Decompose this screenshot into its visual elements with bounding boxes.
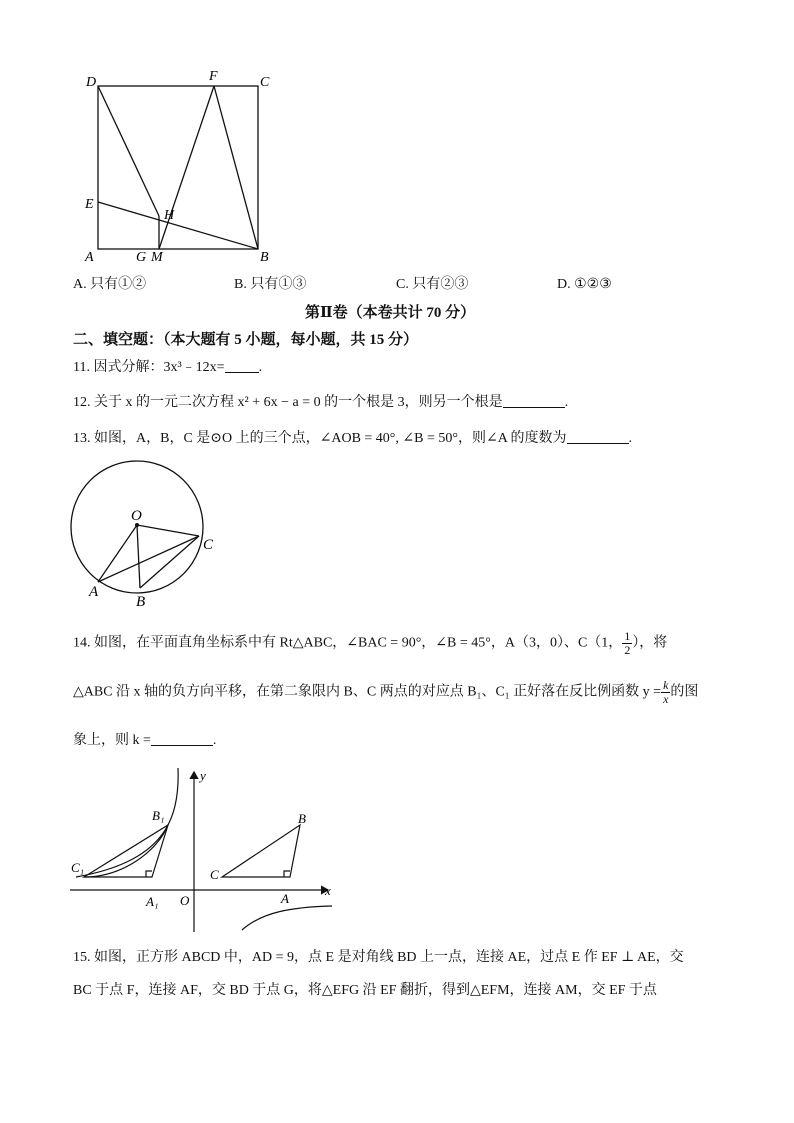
question-12 [73,393,568,413]
option-a: A. 只有①② [73,277,147,292]
label-h: H [164,208,175,223]
question-14-line-1 [73,629,668,657]
label-a: A [89,584,99,600]
q12-suffix: . [564,395,569,410]
q13-text: 13. 如图，A，B，C 是⊙O 上的三个点，∠AOB = 40°, ∠B = 50°，则∠A 的度数为 [73,431,567,446]
question-15-line-1: 15. 如图，正方形 ABCD 中，AD = 9，点 E 是对角线 BD 上一点，连接 AE，过点 E 作 EF ⊥ AE，交 [73,950,684,965]
label-c: C [210,867,219,882]
q11-blank [225,358,259,373]
fraction-k-over-x: $\frac{k}{x}$ [663,678,669,706]
label-m: M [151,250,163,265]
label-y: y [200,768,206,783]
label-o: O [180,893,190,908]
q14-blank [151,731,213,746]
segment-fb [214,86,258,249]
segment-bc [140,536,199,588]
question-14-line-2 [73,678,699,706]
question-15-line-2: BC 于点 F，连接 AF，交 BD 于点 G，将△EFG 沿 EF 翻折，得到△EFM，连接 AM，交 EF 于点 [73,983,657,998]
label-d: D [86,75,97,90]
label-f: F [209,69,218,84]
segment-oc [137,525,199,536]
option-b: B. 只有①③ [234,277,307,292]
label-x: x [325,883,331,898]
right-angle-a1 [146,871,152,877]
q12-text: 12. 关于 x 的一元二次方程 x² + 6x − a = 0 的一个根是 3，则另一个根是 [73,395,503,410]
q12-blank [503,393,565,408]
label-b: B [136,594,146,610]
section-title: 第Ⅱ卷（本卷共计 70 分） [305,305,476,321]
right-angle-a [284,871,290,877]
triangle-a1b1c1 [84,825,168,877]
q14-text-2a: △ABC 沿 x 轴的负方向平移，在第二象限内 B、C 两点的对应点 B₁、C₁ 正好落在反比例函数 y = [73,684,662,700]
label-b: B [298,811,306,826]
q14-text-3: 象上，则 k = [73,733,151,748]
q14-suffix: . [212,733,217,748]
question-14-line-3 [73,731,216,751]
segment-eb [98,202,258,249]
figure-circle-o [62,455,232,615]
q14-text-1b: ），将 [632,635,668,651]
segment-ob [137,525,140,588]
triangle-abc [222,825,300,877]
hyperbola-branch-right [242,906,332,930]
label-c: C [260,75,270,90]
label-c: C [203,537,214,553]
q13-blank [567,429,629,444]
q14-text-2b: 的图 [670,684,699,700]
label-o: O [131,508,142,524]
figure-coordinate-plane [62,762,352,940]
label-b: B [260,250,269,265]
figure-square-abcd [78,66,278,266]
label-a: A [281,891,289,906]
option-c: C. 只有②③ [396,277,469,292]
question-11 [73,358,262,378]
square-outline [98,86,258,249]
label-a1: A₁ [146,894,159,909]
label-b1: B₁ [152,808,165,823]
q13-suffix: . [628,431,633,446]
segment-dg [98,86,159,216]
option-d: D. ①②③ [557,277,612,292]
q14-text-1a: 14. 如图，在平面直角坐标系中有 Rt△ABC，∠BAC = 90°，∠B = 45°，A（3，0）、C（1， [73,635,623,651]
fraction-one-half: $\frac{1}{2}$ [624,629,631,657]
fill-in-heading: 二、填空题：（本大题有 5 小题，每小题，共 15 分） [73,332,419,348]
label-a: A [85,250,94,265]
label-e: E [85,197,94,212]
label-g: G [136,250,147,265]
label-c1: C₁ [71,860,85,875]
question-13 [73,429,632,449]
segment-fg [159,86,214,249]
q11-suffix: . [258,360,263,375]
q11-text: 11. 因式分解：3x³﹣12x= [73,360,225,375]
